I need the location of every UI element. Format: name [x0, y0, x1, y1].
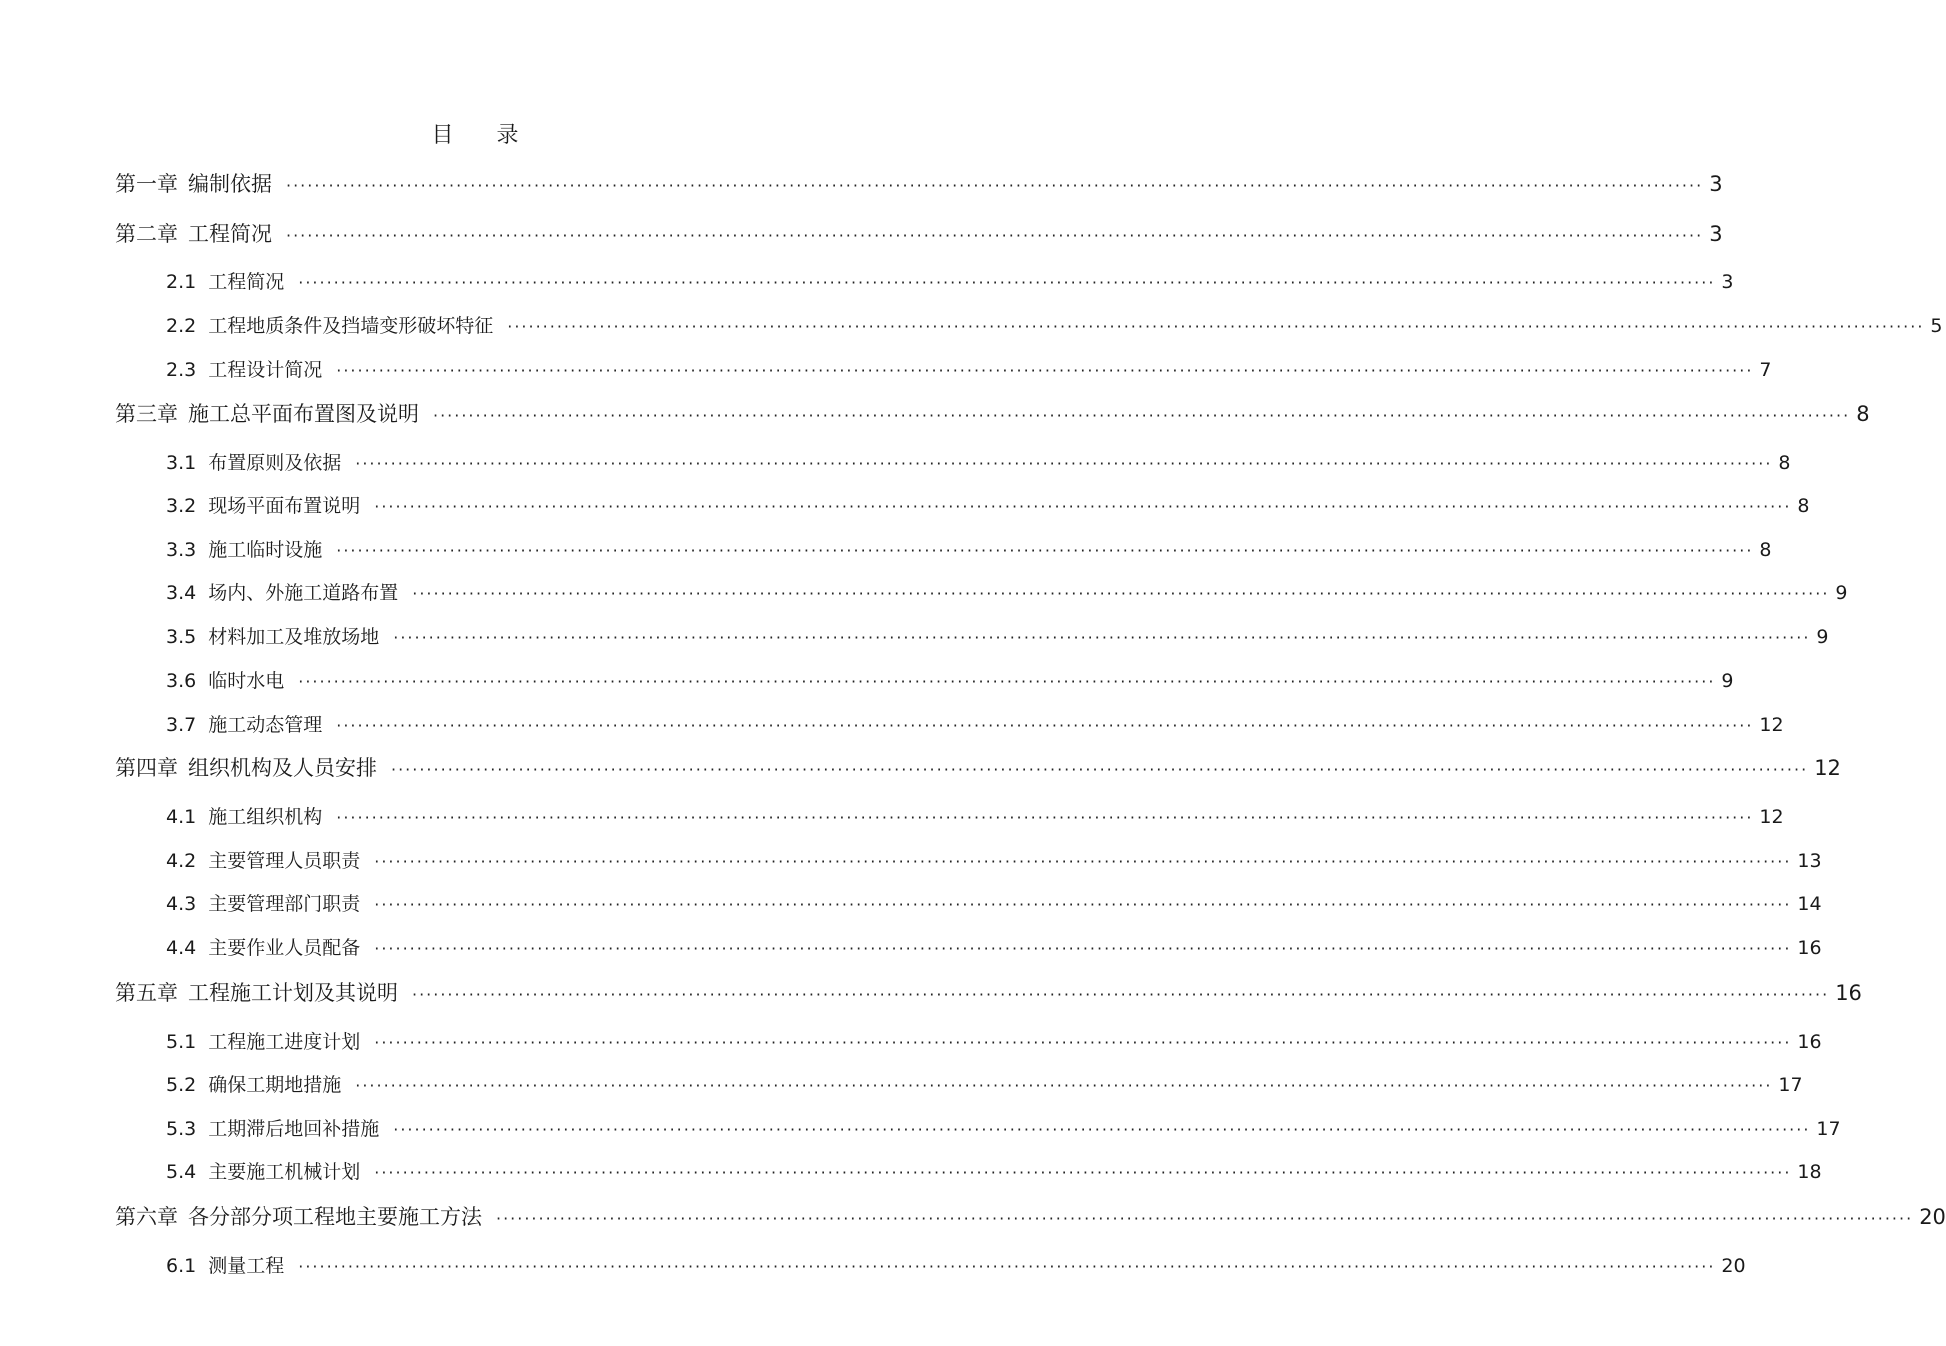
entry-number: 第五章 [115, 981, 178, 1005]
entry-page: 7 [1759, 359, 1772, 381]
entry-page: 20 [1919, 1205, 1946, 1229]
entry-label: 工程设计简况 [208, 359, 323, 381]
toc-entry[interactable] [166, 622, 1829, 654]
toc-entry[interactable] [166, 491, 1810, 523]
toc-entry[interactable] [115, 752, 1841, 784]
toc-entry[interactable] [166, 802, 1784, 834]
entry-page: 8 [1778, 452, 1791, 474]
toc-entry[interactable] [115, 168, 1723, 200]
entry-label: 施工总平面布置图及说明 [188, 402, 419, 426]
toc-title: 目 录 [431, 123, 537, 148]
entry-label: 场内、外施工道路布置 [208, 582, 399, 604]
toc-entry[interactable] [166, 889, 1822, 921]
toc-entry[interactable] [166, 535, 1772, 567]
toc-entry[interactable] [166, 846, 1822, 878]
dot-leader: ········································································································································································································ [374, 497, 1792, 516]
dot-leader: ········································································································································································································ [433, 406, 1851, 425]
dot-leader: ········································································································································································································ [412, 584, 1830, 603]
entry-number: 3.4 [166, 582, 197, 604]
entry-page: 5 [1930, 315, 1943, 337]
entry-page: 12 [1814, 756, 1841, 780]
dot-leader: ········································································································································································································ [391, 760, 1809, 779]
entry-label: 主要管理人员职责 [208, 850, 361, 872]
toc-entry[interactable] [166, 311, 1943, 343]
entry-number: 3.3 [166, 539, 197, 561]
dot-leader: ········································································································································································································ [355, 454, 1773, 473]
entry-number: 3.7 [166, 714, 197, 736]
entry-number: 第二章 [115, 222, 178, 246]
dot-leader: ········································································································································································································ [374, 895, 1792, 914]
dot-leader: ········································································································································································································ [298, 672, 1716, 691]
entry-page: 16 [1797, 1031, 1822, 1053]
toc-entry[interactable] [166, 448, 1791, 480]
entry-label: 施工组织机构 [208, 806, 323, 828]
entry-number: 第一章 [115, 172, 178, 196]
dot-leader: ········································································································································································································ [286, 226, 1704, 245]
entry-label: 工程施工计划及其说明 [188, 981, 398, 1005]
entry-label: 施工动态管理 [208, 714, 323, 736]
entry-label: 工期滞后地回补措施 [208, 1118, 380, 1140]
dot-leader: ········································································································································································································ [336, 541, 1754, 560]
dot-leader: ········································································································································································································ [336, 808, 1754, 827]
dot-leader: ········································································································································································································ [374, 852, 1792, 871]
toc-entry[interactable] [115, 218, 1723, 250]
entry-label: 组织机构及人员安排 [188, 756, 377, 780]
entry-label: 施工临时设施 [208, 539, 323, 561]
toc-entry[interactable] [166, 933, 1822, 965]
entry-number: 2.3 [166, 359, 197, 381]
toc-entry[interactable] [166, 267, 1734, 299]
dot-leader: ········································································································································································································ [393, 628, 1811, 647]
entry-page: 3 [1721, 271, 1734, 293]
entry-label: 工程简况 [208, 271, 285, 293]
toc-entry[interactable] [115, 398, 1870, 430]
toc-entry[interactable] [115, 977, 1862, 1009]
entry-page: 20 [1721, 1255, 1746, 1277]
entry-number: 5.3 [166, 1118, 197, 1140]
entry-number: 3.1 [166, 452, 197, 474]
entry-number: 3.5 [166, 626, 197, 648]
toc-entry[interactable] [166, 355, 1772, 387]
dot-leader: ········································································································································································································ [298, 273, 1716, 292]
entry-page: 12 [1759, 714, 1784, 736]
entry-number: 5.2 [166, 1074, 197, 1096]
entry-number: 3.6 [166, 670, 197, 692]
entry-page: 16 [1835, 981, 1862, 1005]
entry-number: 2.1 [166, 271, 197, 293]
entry-page: 16 [1797, 937, 1822, 959]
entry-page: 18 [1797, 1161, 1822, 1183]
entry-page: 8 [1856, 402, 1870, 426]
toc-entry[interactable] [166, 710, 1784, 742]
entry-label: 确保工期地措施 [208, 1074, 342, 1096]
entry-number: 第三章 [115, 402, 178, 426]
entry-label: 临时水电 [208, 670, 285, 692]
entry-page: 9 [1816, 626, 1829, 648]
entry-page: 13 [1797, 850, 1822, 872]
dot-leader: ········································································································································································································ [507, 317, 1925, 336]
entry-number: 2.2 [166, 315, 197, 337]
dot-leader: ········································································································································································································ [336, 361, 1754, 380]
dot-leader: ········································································································································································································ [298, 1257, 1716, 1276]
dot-leader: ········································································································································································································ [286, 176, 1704, 195]
entry-label: 现场平面布置说明 [208, 495, 361, 517]
dot-leader: ········································································································································································································ [393, 1120, 1811, 1139]
entry-label: 主要管理部门职责 [208, 893, 361, 915]
dot-leader: ········································································································································································································ [496, 1209, 1914, 1228]
entry-label: 主要施工机械计划 [208, 1161, 361, 1183]
entry-label: 工程地质条件及挡墙变形破坏特征 [208, 315, 494, 337]
entry-label: 材料加工及堆放场地 [208, 626, 380, 648]
dot-leader: ········································································································································································································ [374, 939, 1792, 958]
entry-page: 3 [1709, 222, 1723, 246]
entry-page: 8 [1759, 539, 1772, 561]
entry-number: 5.1 [166, 1031, 197, 1053]
entry-page: 17 [1778, 1074, 1803, 1096]
entry-label: 布置原则及依据 [208, 452, 342, 474]
toc-entry[interactable] [166, 578, 1848, 610]
toc-entry[interactable] [166, 666, 1734, 698]
entry-label: 各分部分项工程地主要施工方法 [188, 1205, 482, 1229]
entry-number: 3.2 [166, 495, 197, 517]
toc-entry[interactable] [166, 1251, 1746, 1283]
dot-leader: ········································································································································································································ [412, 985, 1830, 1004]
entry-number: 第四章 [115, 756, 178, 780]
entry-number: 4.3 [166, 893, 197, 915]
entry-page: 12 [1759, 806, 1784, 828]
dot-leader: ········································································································································································································ [374, 1033, 1792, 1052]
entry-number: 4.2 [166, 850, 197, 872]
entry-page: 3 [1709, 172, 1723, 196]
entry-number: 5.4 [166, 1161, 197, 1183]
toc-entry[interactable] [166, 1027, 1822, 1059]
entry-label: 工程简况 [188, 222, 272, 246]
entry-number: 6.1 [166, 1255, 197, 1277]
entry-number: 4.1 [166, 806, 197, 828]
dot-leader: ········································································································································································································ [374, 1163, 1792, 1182]
toc-entry[interactable] [166, 1114, 1841, 1146]
entry-page: 17 [1816, 1118, 1841, 1140]
entry-page: 14 [1797, 893, 1822, 915]
entry-label: 测量工程 [208, 1255, 285, 1277]
entry-label: 主要作业人员配备 [208, 937, 361, 959]
dot-leader: ········································································································································································································ [355, 1076, 1773, 1095]
entry-label: 工程施工进度计划 [208, 1031, 361, 1053]
entry-page: 9 [1721, 670, 1734, 692]
toc-entry[interactable] [166, 1157, 1822, 1189]
toc-entry[interactable] [166, 1070, 1803, 1102]
entry-number: 4.4 [166, 937, 197, 959]
entry-page: 8 [1797, 495, 1810, 517]
entry-label: 编制依据 [188, 172, 272, 196]
toc-entry[interactable] [115, 1201, 1946, 1233]
entry-page: 9 [1835, 582, 1848, 604]
entry-number: 第六章 [115, 1205, 178, 1229]
dot-leader: ········································································································································································································ [336, 716, 1754, 735]
